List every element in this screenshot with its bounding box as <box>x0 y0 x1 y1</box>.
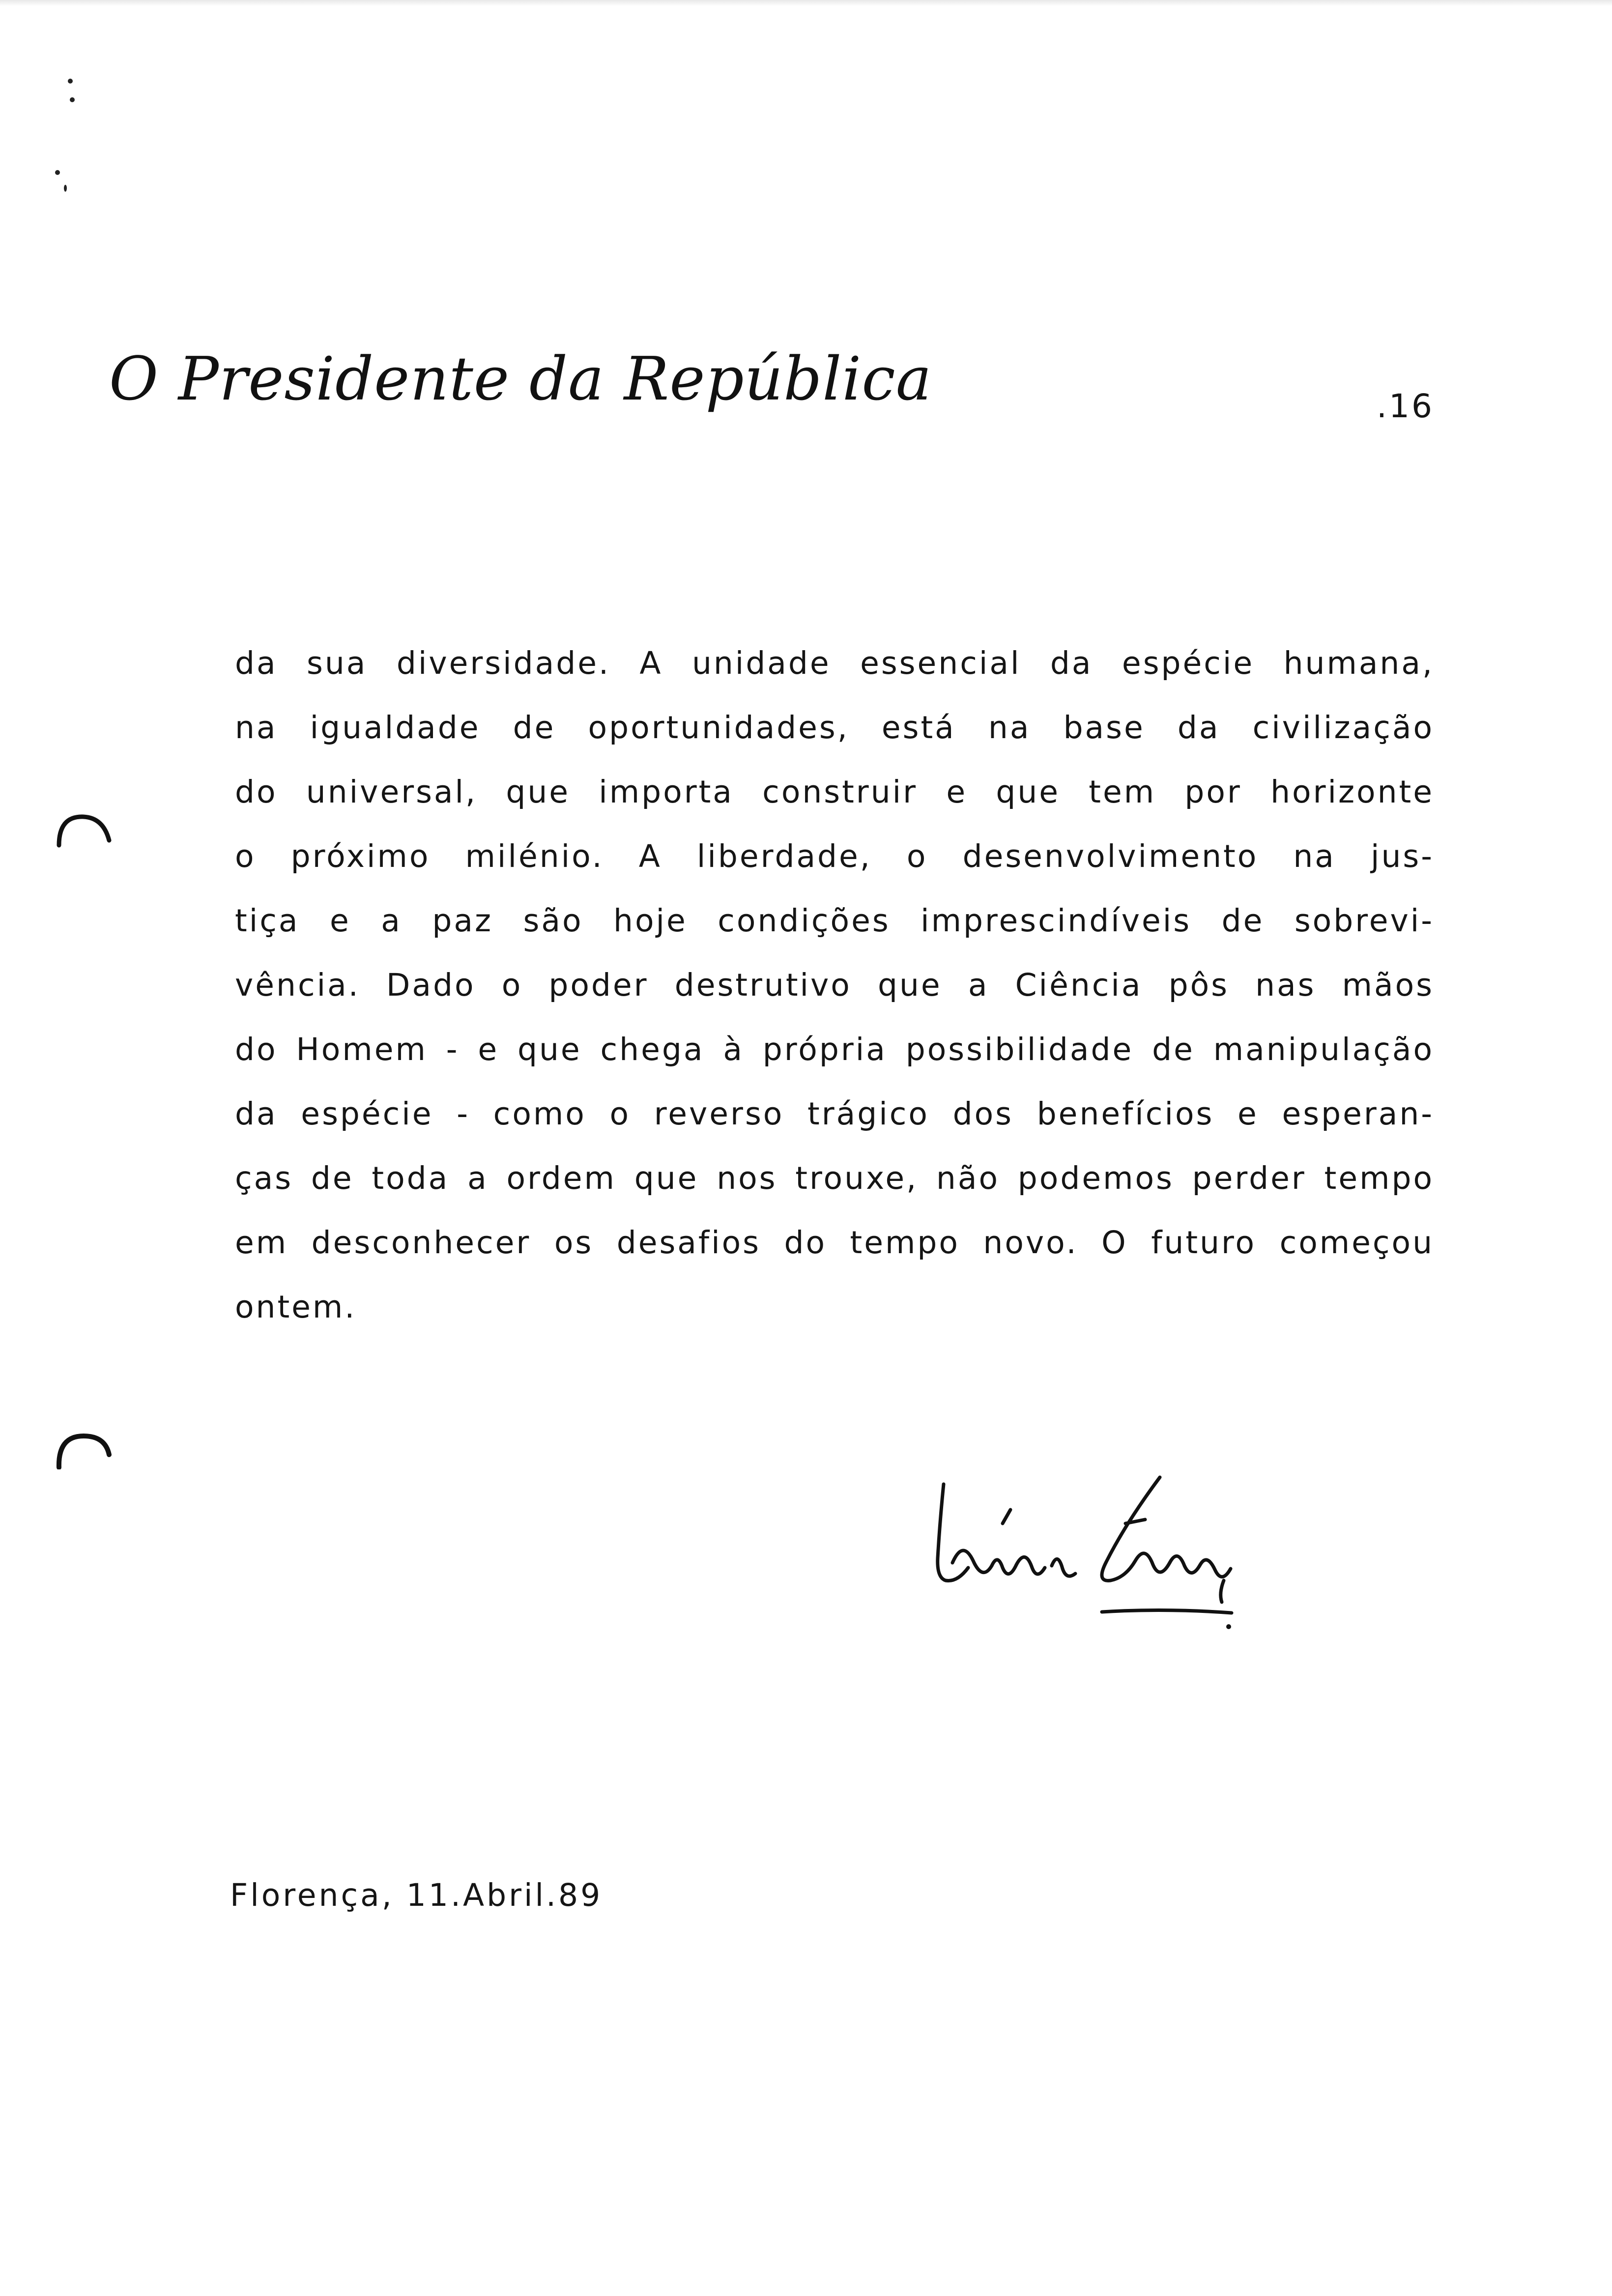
body-line: em desconhecer os desafios do tempo novo. O futuro começou <box>235 1225 1434 1261</box>
page-number: .16 <box>1377 387 1434 425</box>
body-text <box>235 639 1434 1347</box>
date-line: Florença, 11.Abril.89 <box>230 1877 603 1913</box>
body-line: ças de toda a ordem que nos trouxe, não podemos perder tempo <box>235 1160 1434 1196</box>
body-line: da espécie - como o reverso trágico dos benefícios e esperan- <box>235 1096 1434 1132</box>
body-line: do universal, que importa construir e que tem por horizonte <box>235 774 1434 810</box>
handwritten-signature <box>929 1464 1253 1636</box>
body-line: da sua diversidade. A unidade essencial da espécie humana, <box>235 645 1434 681</box>
punch-hole-mark-lower <box>54 1430 113 1469</box>
scan-speck <box>70 97 75 102</box>
body-line: ontem. <box>235 1289 357 1325</box>
scan-speck <box>64 185 67 192</box>
body-line: do Homem - e que chega à própria possibilidade de manipulação <box>235 1032 1434 1067</box>
body-line: tiça e a paz são hoje condições imprescindíveis de sobrevi- <box>235 903 1434 939</box>
body-line: o próximo milénio. A liberdade, o desenvolvimento na jus- <box>235 838 1434 874</box>
scan-top-edge <box>0 0 1612 6</box>
body-line: vência. Dado o poder destrutivo que a Ciência pôs nas mãos <box>235 967 1434 1003</box>
scan-speck <box>55 170 60 175</box>
punch-hole-mark-upper <box>54 811 113 850</box>
letterhead-title: O Presidente da República <box>109 344 932 414</box>
body-line: na igualdade de oportunidades, está na base da civilização <box>235 710 1434 746</box>
scan-speck <box>68 79 73 84</box>
